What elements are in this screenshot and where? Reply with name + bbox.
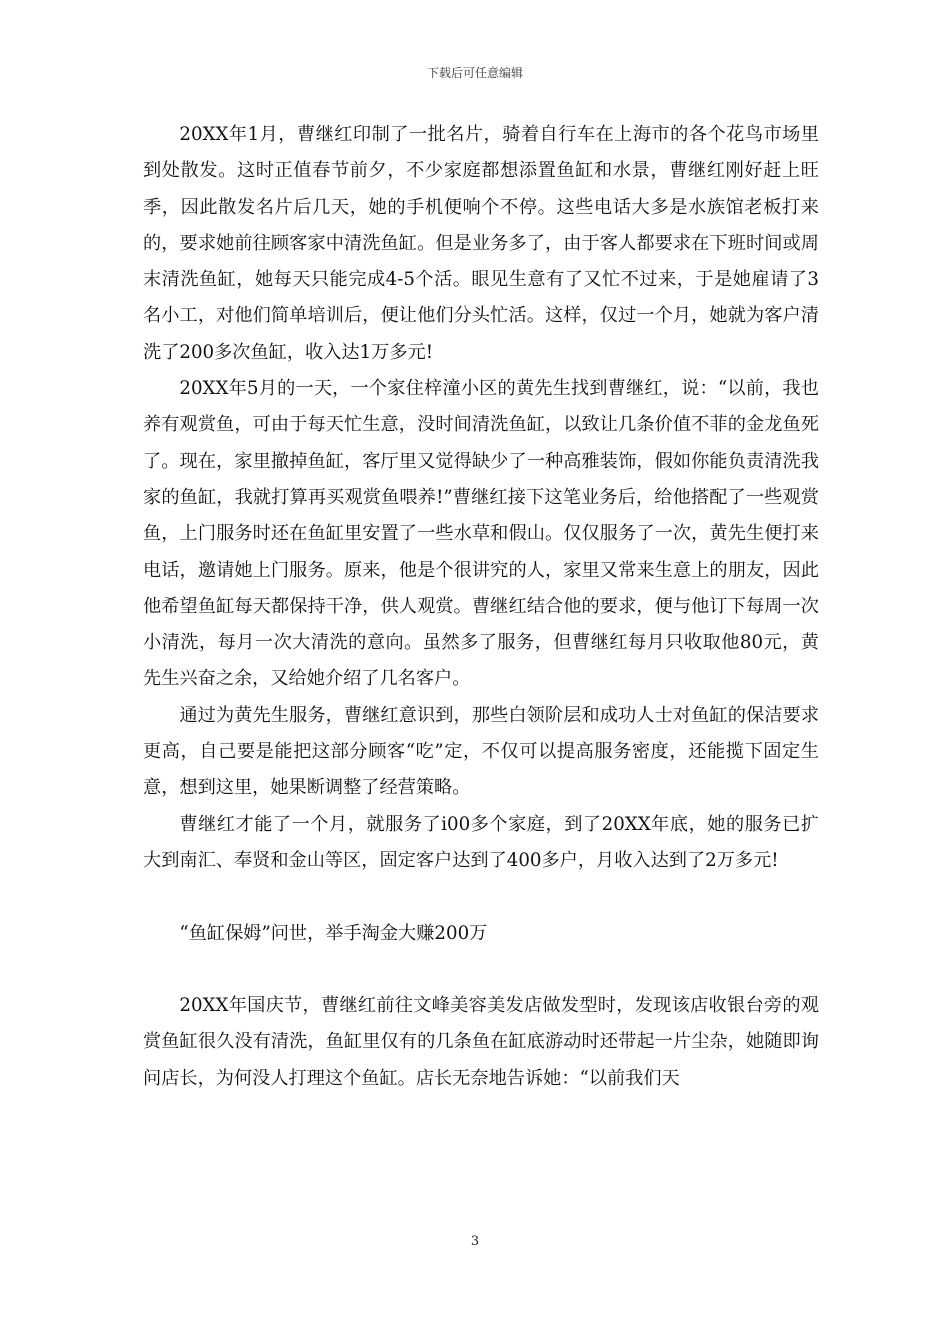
page-number: 3: [470, 1234, 480, 1249]
document-body: [143, 117, 819, 1097]
paragraph-5: 20XX年国庆节，曹继红前往文峰美容美发店做发型时，发现该店收银台旁的观赏鱼缸很久没有清洗，鱼缸里仅有的几条鱼在缸底游动时还带起一片尘杂，她随即询问店长，为何没人打理这个鱼缸。店长无奈地告诉她：“以前我们天: [143, 995, 819, 1089]
paragraph-3: 通过为黄先生服务，曹继红意识到，那些白领阶层和成功人士对鱼缸的保洁要求更高，自己要是能把这部分顾客“吃”定，不仅可以提高服务密度，还能揽下固定生意，想到这里，她果断调整了经营策略。: [143, 704, 819, 799]
paragraph-4: 曹继红才能了一个月，就服务了i00多个家庭，到了20XX年底，她的服务已扩大到南汇、奉贤和金山等区，固定客户达到了400多户，月收入达到了2万多元!: [143, 813, 819, 871]
paragraph-2: 20XX年5月的一天，一个家住梓潼小区的黄先生找到曹继红，说：“以前，我也养有观赏鱼，可由于每天忙生意，没时间清洗鱼缸，以致让几条价值不菲的金龙鱼死了。现在，家里撤掉鱼缸，客厅里又觉得缺少了一种高雅装饰，假如你能负责清洗我家的鱼缸，我就打算再买观赏鱼喂养!”曹继红接下这笔业务后，给他搭配了一些观赏鱼，上门服务时还在鱼缸里安置了一些水草和假山。仅仅服务了一次，黄先生便打来电话，邀请她上门服务。原来，他是个很讲究的人，家里又常来生意上的朋友，因此他希望鱼缸每天都保持干净，供人观赏。曹继红结合他的要求，便与他订下每周一次小清洗，每月一次大清洗的意向。虽然多了服务，但曹继红每月只收取他80元，黄先生兴奋之余，又给她介绍了几名客户。: [143, 378, 819, 690]
section-heading: “鱼缸保姆”问世，举手淘金大赚200万: [179, 922, 488, 944]
paragraph-1: 20XX年1月，曹继红印制了一批名片，骑着自行车在上海市的各个花鸟市场里到处散发。这时正值春节前夕，不少家庭都想添置鱼缸和水景，曹继红刚好赶上旺季，因此散发名片后几天，她的手机便响个不停。这些电话大多是水族馆老板打来的，要求她前往顾客家中清洗鱼缸。但是业务多了，由于客人都要求在下班时间或周末清洗鱼缸，她每天只能完成4-5个活。眼见生意有了又忙不过来，于是她雇请了3名小工，对他们简单培训后，便让他们分头忙活。这样，仅过一个月，她就为客户清洗了200多次鱼缸，收入达1万多元!: [143, 124, 819, 363]
page-header: 下载后可任意编辑: [426, 66, 523, 80]
